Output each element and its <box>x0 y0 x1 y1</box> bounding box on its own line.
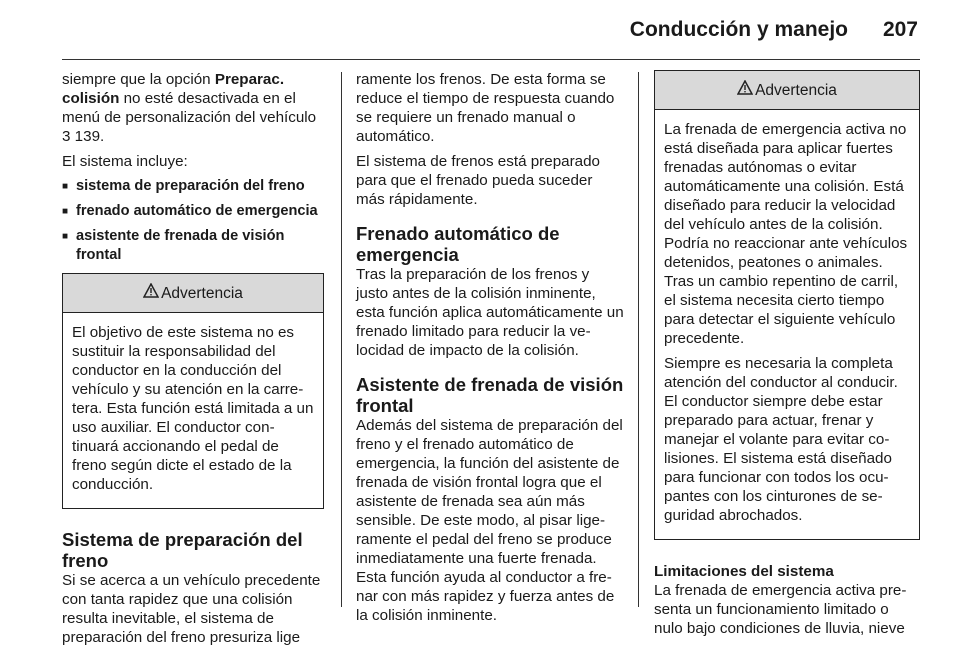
subsection-heading: Limitaciones del sistema <box>654 563 834 580</box>
column-3 <box>654 70 920 644</box>
warning-text: Siempre es necesaria la completa atención del conductor al conducir. El conductor siempre debe estar preparado para actuar, frenar y manejar el volante para evitar colisiones. El sistema está diseñado para funcionar con todos los ocupantes con los cinturones de seguridad abrochados. <box>664 355 898 524</box>
warning-text: El objetivo de este sistema no es sustituir la responsabilidad del conductor en la conducción del vehículo y su atención en la carretera. Esta función está limitada a un uso auxiliar. El conductor continuará accionando el pedal de freno según dicte el estado de la conducción. <box>72 324 314 493</box>
column-divider <box>341 72 342 607</box>
intro-paragraph: siempre que la opción Preparac. colisión no esté desactivada en el menú de personalización del vehículo 3 139. <box>62 71 317 145</box>
warning-text: La frenada de emergencia activa no está diseñada para aplicar fuertes frenadas autónomas o evitar automáticamente una colisión. Está diseñado para reducir la velocidad del vehículo antes de la colisión. Podría no reaccionar ante vehículos detenidos, peatones o animales. Tras un cambio repentino de carril, el sistema necesita cierto tiempo para detectar el siguiente vehículo precedente. <box>664 121 908 347</box>
warning-triangle-icon <box>737 80 753 100</box>
list-item: ■ asistente de frenada de visión frontal <box>62 227 324 265</box>
column-1 <box>62 70 324 653</box>
body-paragraph: El sistema de frenos está preparado para que el frenado pueda suceder más rápidamente. <box>356 153 600 208</box>
section-heading: Frenado automático de emergencia <box>356 223 560 265</box>
warning-title: Advertencia <box>161 284 243 302</box>
body-paragraph: ramente los frenos. De esta forma se reduce el tiempo de respuesta cuando se requiere un frenado manual o automático. <box>356 71 615 145</box>
header-title: Conducción y manejo <box>629 18 848 41</box>
body-paragraph: Además del sistema de preparación del freno y el frenado automático de emergencia, la función del asistente de frenada de visión frontal logra que el asistente de frenada sea aún más sensible. De este modo, al pisar ligeramente el pedal del freno se produce inmediatamente una fuerte frenada. Esta función ayuda al conductor a frenar con más rapidez y fuerza antes de la colisión inminente. <box>356 417 623 624</box>
list-item: ■ sistema de preparación del freno <box>62 177 324 196</box>
feature-list <box>62 177 324 265</box>
column-2 <box>356 70 624 631</box>
reference-arrow-icon: 3 <box>62 128 71 145</box>
section-heading: Asistente de frenada de visión frontal <box>356 374 624 416</box>
page-header <box>0 0 960 62</box>
page-number: 207 <box>882 18 918 41</box>
warning-box <box>62 273 324 509</box>
list-item: ■ frenado automático de emergencia <box>62 202 324 221</box>
body-paragraph: La frenada de emergencia activa presenta un funcionamiento limitado o nulo bajo condiciones de lluvia, nieve <box>654 582 907 637</box>
column-divider <box>638 72 639 607</box>
warning-triangle-icon <box>143 283 159 303</box>
option-name: Preparac. colisión <box>62 71 285 107</box>
section-paragraph: Si se acerca a un vehículo precedente con tanta rapidez que una colisión resulta inevitable, el sistema de preparación del freno presuriza lige <box>62 572 321 646</box>
warning-box <box>654 70 920 540</box>
section-heading: Sistema de preparación del freno <box>62 529 303 571</box>
warning-header <box>655 71 919 110</box>
warning-header <box>63 274 323 313</box>
header-rule <box>62 59 920 60</box>
body-paragraph: Tras la preparación de los frenos y justo antes de la colisión inminente, esta función aplica automáticamente un frenado limitado para reducir la velocidad de impacto de la colisión. <box>356 266 624 359</box>
system-includes: El sistema incluye: <box>62 153 188 170</box>
warning-title: Advertencia <box>755 81 837 99</box>
